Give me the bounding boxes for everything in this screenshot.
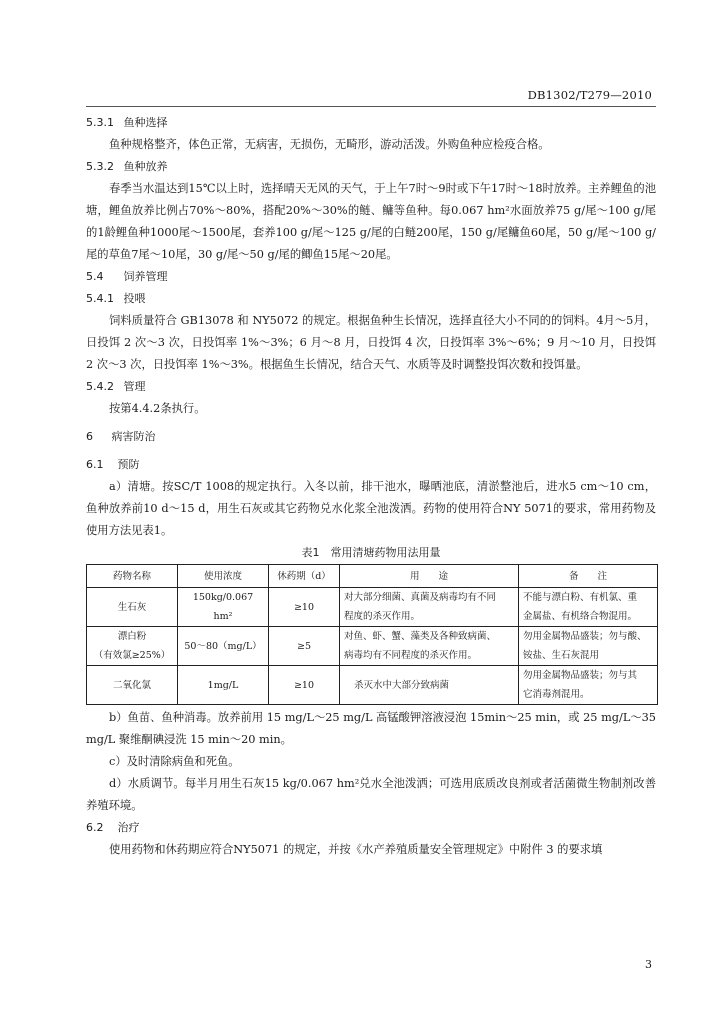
concentration: 50～80（mg/L） — [178, 627, 269, 666]
table-header-row — [87, 565, 658, 588]
remarks: 勿用金属物品盛装；勿与酸、 铵盐、生石灰混用 — [519, 627, 658, 666]
section-heading — [86, 817, 656, 839]
column-header: 备 注 — [519, 565, 658, 588]
usage: 对大部分细菌、真菌及病毒均有不同 程度的杀灭作用。 — [340, 588, 519, 627]
paragraph: 鱼种规格整齐，体色正常，无病害，无损伤，无畸形，游动活泼。外购鱼种应检疫合格。 — [109, 138, 550, 151]
concentration: 150kg/0.067 hm² — [178, 588, 269, 627]
section-title: 饲养管理 — [123, 270, 168, 283]
table-row — [87, 627, 658, 666]
usage: 杀灭水中大部分致病菌 — [340, 666, 519, 705]
section-number: 5.3.2 — [86, 160, 114, 173]
section-title: 预防 — [117, 458, 140, 471]
paragraph: c）及时清除病鱼和死鱼。 — [109, 755, 240, 768]
section-title: 治疗 — [117, 821, 140, 834]
section-number: 5.4 — [86, 270, 104, 283]
column-header: 用 途 — [340, 565, 519, 588]
paragraph: 春季当水温达到15℃以上时，选择晴天无风的天气，于上午7时～9时或下午17时～18时放养。主养鲤鱼的池塘，鲤鱼放养比例占70%～80%，搭配20%～30%的鲢、鳙等鱼种。每0.067 hm²水面放养75 g/尾～100 g/尾的1龄鲤鱼种1000尾～1500尾，套养100 g/尾～125 g/尾的白鲢200尾，150 g/尾鳙鱼60尾，50 g/尾～100 g/尾的草鱼7尾～10尾，30 g/尾～50 g/尾的鲫鱼15尾～20尾。 — [86, 182, 656, 261]
paragraph: b）鱼苗、鱼种消毒。放养前用 15 mg/L～25 mg/L 高锰酸钾溶液浸泡 15min～25 min，或 25 mg/L～35 mg/L 聚维酮碘浸洗 15 min～20 min。 — [86, 711, 656, 746]
paragraph: 饲料质量符合 GB13078 和 NY5072 的规定。根据鱼种生长情况，选择直径大小不同的的饲料。4月～5月，日投饵 2 次～3 次，日投饵率 1%～3%；6 月～8 月，日投饵 4 次，日投饵率 3%～6%；9 月～10 月，日投饵 2 次～3 次，日投饵率 1%～3%。根据鱼生长情况，结合天气、水质等及时调整投饵次数和投饵量。 — [86, 314, 656, 371]
section-number: 5.3.1 — [86, 116, 114, 129]
paragraph: 使用药物和休药期应符合NY5071 的规定，并按《水产养殖质量安全管理规定》中附件 3 的要求填 — [109, 843, 603, 856]
chapter-title: 病害防治 — [111, 430, 156, 443]
section-heading — [86, 454, 656, 476]
page-body — [86, 112, 656, 861]
document-code: DB1302/T279—2010 — [527, 88, 652, 102]
dosage-table — [86, 564, 658, 705]
section-heading — [86, 288, 656, 310]
section-heading — [86, 112, 656, 134]
drug-name: 漂白粉 （有效氯≥25%） — [87, 627, 178, 666]
drug-name: 二氧化氯 — [87, 666, 178, 705]
column-header: 药物名称 — [87, 565, 178, 588]
table-row — [87, 666, 658, 705]
withdrawal-period: ≥5 — [269, 627, 340, 666]
section-heading — [86, 376, 656, 398]
withdrawal-period: ≥10 — [269, 666, 340, 705]
paragraph: a）清塘。按SC/T 1008的规定执行。入冬以前，排干池水，曝晒池底，清淤整池后，进水5 cm～10 cm，鱼种放养前10 d～15 d，用生石灰或其它药物兑水化浆全池泼洒。药物的使用符合NY 5071的要求，常用药物及使用方法见表1。 — [86, 480, 656, 537]
section-title: 鱼种放养 — [123, 160, 168, 173]
paragraph: 按第4.4.2条执行。 — [109, 402, 206, 415]
section-number: 6.1 — [86, 458, 104, 471]
paragraph: d）水质调节。每半月用生石灰15 kg/0.067 hm²兑水全池泼洒；可选用底质改良剂或者活菌微生物制剂改善养殖环境。 — [86, 777, 656, 812]
page-number: 3 — [645, 958, 652, 971]
usage: 对鱼、虾、蟹、藻类及各种致病菌、 病毒均有不同程度的杀灭作用。 — [340, 627, 519, 666]
column-header: 休药期（d） — [269, 565, 340, 588]
chapter-number: 6 — [86, 430, 93, 443]
table-row — [87, 588, 658, 627]
remarks: 勿用金属物品盛装；勿与其 它消毒剂混用。 — [519, 666, 658, 705]
section-number: 6.2 — [86, 821, 104, 834]
section-title: 鱼种选择 — [123, 116, 168, 129]
drug-name: 生石灰 — [87, 588, 178, 627]
header-rule — [86, 106, 656, 107]
section-title: 投喂 — [123, 292, 146, 305]
section-number: 5.4.1 — [86, 292, 114, 305]
table-caption: 表1 常用清塘药物用法用量 — [301, 546, 441, 559]
column-header: 使用浓度 — [178, 565, 269, 588]
withdrawal-period: ≥10 — [269, 588, 340, 627]
section-heading — [86, 156, 656, 178]
concentration: 1mg/L — [178, 666, 269, 705]
section-title: 管理 — [123, 380, 146, 393]
chapter-heading — [86, 426, 656, 448]
section-number: 5.4.2 — [86, 380, 114, 393]
section-heading — [86, 266, 656, 288]
remarks: 不能与漂白粉、有机氯、重 金属盐、有机络合物混用。 — [519, 588, 658, 627]
